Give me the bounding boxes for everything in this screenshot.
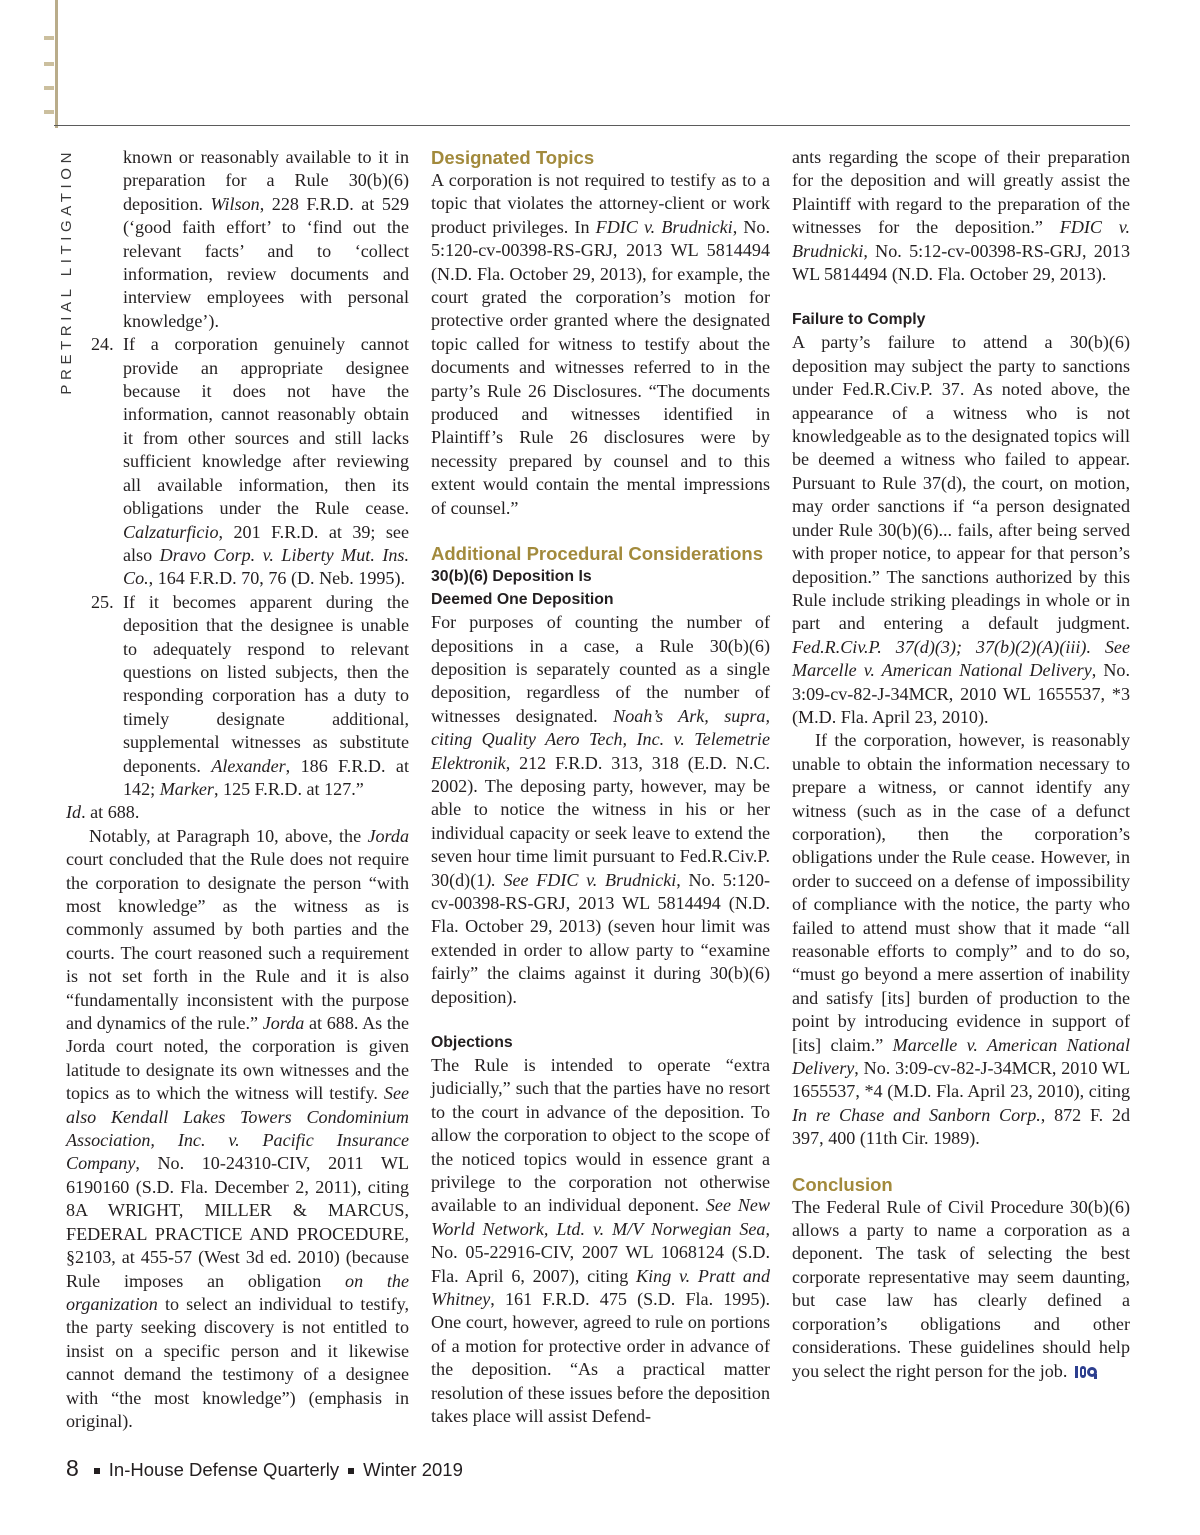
bullet-square-icon — [348, 1468, 354, 1474]
italic-run: ). See FDIC v. Brudnicki — [485, 869, 677, 890]
section-label: PRETRIAL LITIGATION — [58, 148, 75, 395]
paragraph-continued — [792, 146, 1130, 286]
text-run: , 872 F. 2d 397, 400 (11th Cir. 1989). — [792, 1104, 1131, 1149]
column-1 — [66, 146, 409, 1433]
paragraph-failure-to-comply — [792, 331, 1130, 729]
column-3 — [792, 146, 1130, 1386]
paragraph-objections — [431, 1054, 770, 1429]
text-run: , No. 5:120-cv-00398-RS-GRJ, 2013 WL 5814494 (N.D. Fla. October 29, 2013), for example, the court grated the corporation’s motion for protective order granted where the designated topic called for witness to testify about the documents and witnesses referred to in the party’s Rule 26 Disclosures. “The documents produced and witnesses identified in Plaintiff’s Rule 26 disclosures were by necessity prepared by counsel and to this extent would contain the mental impressions of counsel.” — [431, 216, 771, 518]
spacer — [792, 286, 1130, 308]
text-run: to select an individual to testify, the party seeking discovery is not entitled to insist on a specific person and it likewise cannot demand the testimony of a designee with “the most knowledge”) (emphasis in original). — [66, 1293, 409, 1431]
list-item-25 — [66, 591, 409, 802]
text-run: . at 688. — [81, 802, 140, 823]
list-item-23-continued — [66, 146, 409, 333]
text-run: The Rule is intended to operate “extra judicially,” such that the parties have no resort to the court in advance of the deposition. To allow the corporation to object to the scope of the noticed topics would in essence grant a privilege to the corporation not otherwise available to an individual deponent. — [431, 1055, 770, 1216]
idq-logo-icon — [1075, 1363, 1097, 1386]
italic-run: Marcelle v. American National Delivery — [792, 1034, 1130, 1079]
paragraph-designated-topics — [431, 169, 770, 520]
list-number: 25. — [91, 591, 114, 612]
issue-date: Winter 2019 — [363, 1459, 463, 1480]
italic-run: Alexander — [211, 755, 286, 776]
list-number: 24. — [91, 334, 114, 355]
text-run: , No. 3:09-cv-82-J-34MCR, 2010 WL 1655537, *4 (M.D. Fla. April 23, 2010), citing — [792, 1058, 1130, 1102]
text-run: , 161 F.R.D. 475 (S.D. Fla. 1995). One court, however, agreed to rule on portions of a motion for protective order in advance of the deposition. “As a practical matter resolution of these issues before the deposition takes place will assist Defend- — [431, 1289, 770, 1427]
paragraph-notably — [66, 825, 409, 1434]
italic-run: In re Chase and Sanborn Corp. — [792, 1104, 1041, 1125]
citation-id — [66, 801, 409, 824]
bullet-square-icon — [94, 1468, 100, 1474]
text-run: If the corporation, however, is reasonably unable to obtain the information necessary to prepare a witness, or cannot identify any witness (such as in the case of a defunct corporation), then the corporation’s obligations under the Rule cease. However, in order to succeed on a defense of impossibility of compliance with the notice, the party who failed to attend must show that it made “all reasonable efforts to comply” and to do so, “must go beyond a mere assertion of inability and satisfy [its] burden of production to the point by introducing evidence in support of [its] claim.” — [792, 730, 1130, 1055]
heading-conclusion: Conclusion — [792, 1173, 893, 1195]
spacer — [792, 1151, 1130, 1173]
text-run: , No. 05-22916-CIV, 2007 WL 1068124 (S.D. Fla. April 6, 2007), citing — [431, 1218, 770, 1286]
text-run: court concluded that the Rule does not require the corporation to designate the person “with most knowledge” as the witness as is commonly assumed by both parties and the courts. The court reasoned such a requirement is not set forth in the Rule and it is also “fundamentally inconsistent with the purpose and dynamics of the rule.” — [66, 849, 409, 1034]
text-run: , No. 5:120-cv-00398-RS-GRJ, 2013 WL 5814494 (N.D. Fla. October 29, 2013) (seven hour limit was extended in order to allow party to “examine fairly” the claims against it during 30(b)(6) deposition). — [431, 869, 770, 1007]
paragraph-if-corporation — [792, 729, 1130, 1150]
text-run: , 212 F.R.D. 313, 318 (E.D. N.C. 2002). The deposing party, however, may be able to notice the witness in his or her individual capacity or seek leave to extend the seven hour time limit pursuant to Fed.R.Civ.P. 30(d)(1 — [431, 752, 770, 890]
text-run: , 228 F.R.D. at 529 (‘good faith effort’ to ‘find out the relevant facts’ and to ‘collect information, review documents and interview employees with personal knowledge’). — [123, 193, 410, 331]
text-run: , 201 F.R.D. at 39; see also — [123, 521, 409, 565]
text-run: at 688. As the Jorda court noted, the corporation is given latitude to designate its own witnesses and the topics as to which the witness will testify. — [66, 1013, 409, 1104]
italic-run: FDIC v. Brudnicki — [792, 217, 1131, 261]
heading-designated-topics: Designated Topics — [431, 147, 595, 168]
subheading-objections: Objections — [431, 1034, 513, 1051]
top-divider — [54, 125, 1130, 126]
text-run: , No. 5:12-cv-00398-RS-GRJ, 2013 WL 5814494 (N.D. Fla. October 29, 2013). — [792, 240, 1130, 285]
italic-run: Jorda — [262, 1013, 305, 1034]
publication-name: In-House Defense Quarterly — [108, 1459, 340, 1480]
list-item-text — [123, 591, 409, 802]
italic-run: Marker — [159, 778, 214, 799]
italic-run: See New World Network, Ltd. v. M/V Norwegian Sea — [431, 1195, 770, 1239]
text-run: known or reasonably available to it in preparation for a Rule 30(b)(6) deposition. — [123, 147, 409, 214]
italic-run: Fed.R.Civ.P. 37(d)(3); 37(b)(2)(A)(iii). See Marcelle v. American National Delivery — [792, 636, 1130, 681]
text-run: , No. 10-24310-CIV, 2011 WL 6190160 (S.D. Fla. December 2, 2011), citing 8A WRIGHT, MILLER & MARCUS, FEDERAL PRACTICE AND PROCEDURE, §2103, at 455-57 (West 3d ed. 2010) (because Rule imposes an obligation — [66, 1153, 409, 1291]
italic-run: FDIC v. Brudnicki — [595, 216, 733, 237]
page-footer — [66, 1455, 463, 1482]
subheading-failure-to-comply: Failure to Comply — [792, 311, 926, 329]
heading-additional-considerations: Additional Procedural Considerations — [431, 543, 764, 565]
italic-run: Wilson — [210, 193, 260, 214]
page-number: 8 — [66, 1455, 79, 1481]
text-run: , 186 F.R.D. at 142; — [123, 755, 409, 799]
conclusion-text — [792, 1197, 1130, 1381]
text-run: If a corporation genuinely cannot provide an appropriate designee because it does not have the information, cannot reasonably obtain it from other sources and still lacks sufficient knowledge after reviewing all available information, then its obligations under the Rule cease. — [123, 334, 409, 519]
paragraph-one-deposition — [431, 611, 770, 1009]
text-run: , 125 F.R.D. at 127.” — [213, 778, 364, 799]
text-run: , 164 F.R.D. 70, 76 (D. Neb. 1995). — [148, 568, 406, 589]
italic-run: King v. Pratt and Whitney — [431, 1265, 770, 1310]
text-run: The Federal Rule of Civil Procedure 30(b)(6) allows a party to name a corporation as a deponent. The task of selecting the best corporate representative may seem daunting, but case law has clearly defined a corporation’s obligations and other considerations. These guidelines should help you select the right person for the job. — [792, 1196, 1130, 1381]
column-2 — [431, 146, 770, 1429]
text-run: , No. 3:09-cv-82-J-34MCR, 2010 WL 1655537, *3 (M.D. Fla. April 23, 2010). — [792, 660, 1130, 727]
spacer — [431, 520, 770, 542]
italic-run: Calzaturficio — [123, 521, 219, 542]
paragraph-conclusion — [792, 1196, 1130, 1386]
list-item-text — [123, 333, 409, 590]
sidebar-rule — [55, 0, 58, 128]
italic-run: See also Kendall Lakes Towers Condominium Association, Inc. v. Pacific Insurance Company — [66, 1083, 409, 1174]
subheading-deemed-line-2: Deemed One Deposition — [431, 591, 614, 609]
list-item-24 — [66, 333, 409, 590]
italic-run: Noah’s Ark, supra, citing Quality Aero Tech, Inc. v. Telemetrie Elektronik — [431, 705, 770, 773]
text-run: For purposes of counting the number of depositions in a case, a Rule 30(b)(6) deposition is separately counted as a single deposition, regardless of the number of witnesses designated. — [431, 612, 770, 726]
italic-run: on the organization — [66, 1270, 409, 1314]
italic-run: Id — [66, 802, 82, 823]
text-run: A corporation is not required to testify as to a topic that violates the attorney-client or work product privileges. In — [431, 170, 770, 237]
spacer — [431, 1009, 770, 1031]
text-run: Notably, at Paragraph 10, above, the — [89, 825, 368, 846]
italic-run: Jorda — [367, 825, 409, 846]
subheading-deemed-line-1: 30(b)(6) Deposition Is — [431, 568, 592, 586]
text-run: A party’s failure to attend a 30(b)(6) deposition may subject the party to sanctions under Fed.R.Civ.P. 37. As noted above, the appearance of a witness who is not knowledgeable as to the designated topics will be deemed a witness who failed to appear. Pursuant to Rule 37(d), the court, on motion, may order sanctions if “a person designated under Rule 30(b)(6)... fails, after being served with proper notice, to appear for that person’s deposition.” The sanctions authorized by this Rule include striking pleadings in whole or in part and entering a default judgment. — [792, 332, 1130, 634]
text-run: ants regarding the scope of their preparation for the deposition and will greatly assist the Plaintiff with regard to the preparation of the witnesses for the deposition.” — [792, 147, 1130, 238]
text-run: If it becomes apparent during the deposition that the designee is unable to adequately respond to relevant questions on listed subjects, then the responding corporation has a duty to timely designate additional, supplemental witnesses as substitute deponents. — [123, 591, 409, 776]
italic-run: Dravo Corp. v. Liberty Mut. Ins. Co. — [123, 544, 409, 589]
